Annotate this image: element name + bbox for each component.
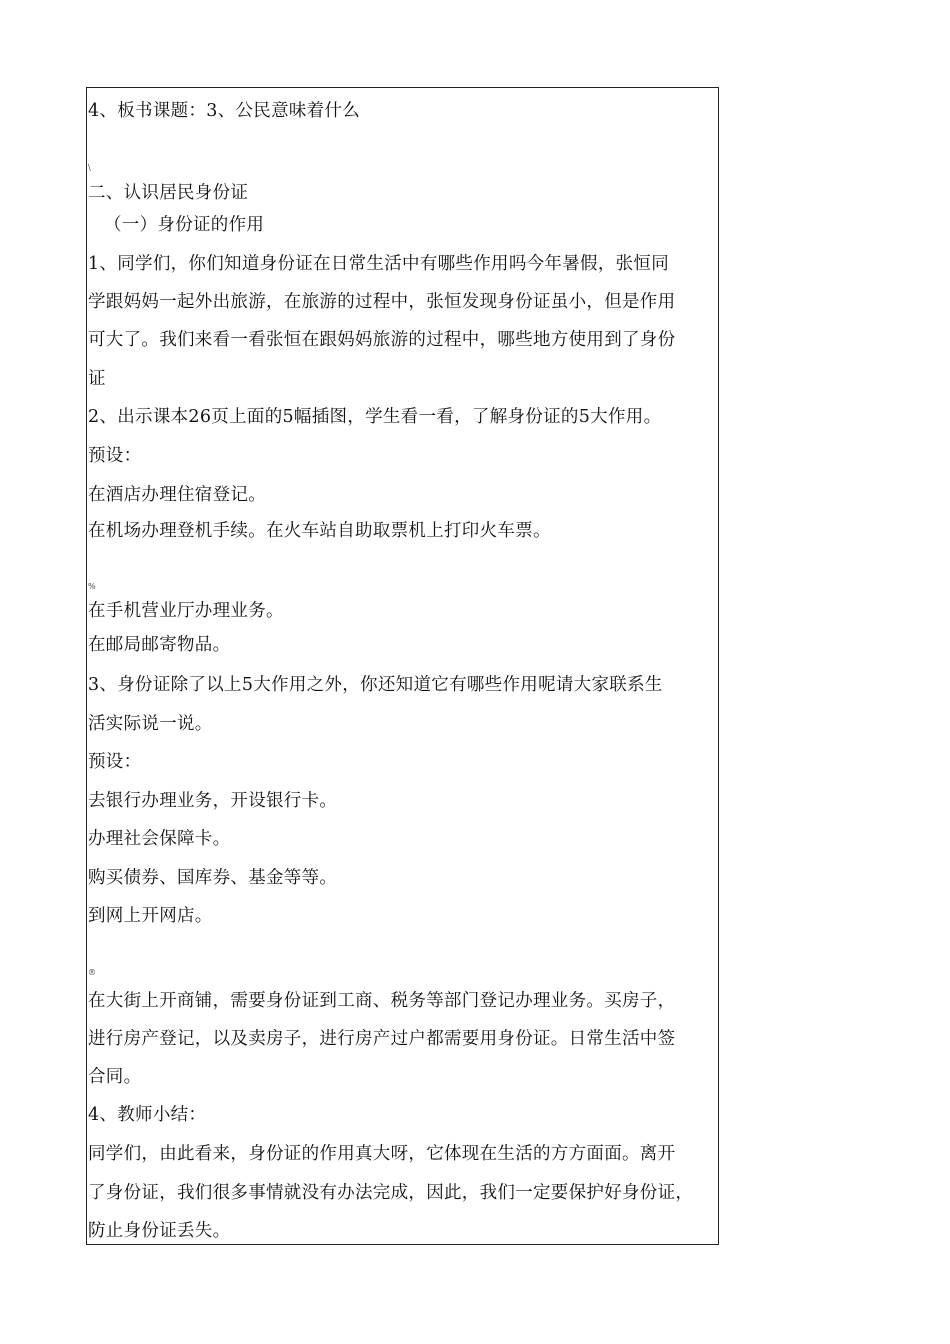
preset-label: 预设： bbox=[88, 752, 142, 772]
stray-mark: % bbox=[88, 582, 96, 591]
heading-topic: 4、板书课题：3、公民意味着什么 bbox=[88, 101, 361, 121]
paragraph-line: 进行房产登记，以及卖房子，进行房产过户都需要用身份证。日常生活中签 bbox=[88, 1029, 676, 1049]
paragraph-line: 了身份证，我们很多事情就没有办法完成，因此，我们一定要保护好身份证， bbox=[88, 1183, 694, 1203]
paragraph-line: 同学们，由此看来，身份证的作用真大呀，它体现在生活的方方面面。离开 bbox=[88, 1144, 676, 1164]
subsection-heading: （一）身份证的作用 bbox=[104, 215, 265, 235]
paragraph-line: 合同。 bbox=[88, 1067, 142, 1087]
list-item: 在邮局邮寄物品。 bbox=[88, 635, 231, 655]
summary-heading: 4、教师小结： bbox=[88, 1105, 207, 1125]
paragraph-line: 学跟妈妈一起外出旅游，在旅游的过程中，张恒发现身份证虽小，但是作用 bbox=[88, 292, 676, 312]
paragraph-line: 活实际说一说。 bbox=[88, 714, 213, 734]
list-item: 办理社会保障卡。 bbox=[88, 829, 231, 849]
stray-mark: \ bbox=[88, 163, 91, 172]
list-item: 在手机营业厅办理业务。 bbox=[88, 601, 284, 621]
stray-mark: ® bbox=[88, 968, 96, 977]
paragraph-line: 3、身份证除了以上5大作用之外，你还知道它有哪些作用呢请大家联系生 bbox=[88, 675, 663, 695]
list-item: 去银行办理业务，开设银行卡。 bbox=[88, 791, 338, 811]
paragraph-line: 1、同学们，你们知道身份证在日常生活中有哪些作用吗今年暑假，张恒同 bbox=[88, 254, 670, 274]
paragraph-line: 在大街上开商铺，需要身份证到工商、税务等部门登记办理业务。买房子， bbox=[88, 991, 676, 1011]
list-item: 在机场办理登机手续。在火车站自助取票机上打印火车票。 bbox=[88, 521, 551, 541]
paragraph-line: 防止身份证丢失。 bbox=[88, 1221, 231, 1241]
list-item: 购买债券、国库券、基金等等。 bbox=[88, 868, 338, 888]
list-item: 在酒店办理住宿登记。 bbox=[88, 485, 266, 505]
section-heading: 二、认识居民身份证 bbox=[88, 183, 249, 203]
paragraph-line: 证 bbox=[88, 369, 106, 389]
paragraph-line: 可大了。我们来看一看张恒在跟妈妈旅游的过程中，哪些地方使用到了身份 bbox=[88, 330, 676, 350]
paragraph-line: 2、出示课本26页上面的5幅插图，学生看一看，了解身份证的5大作用。 bbox=[88, 407, 662, 427]
list-item: 到网上开网店。 bbox=[88, 906, 213, 926]
preset-label: 预设： bbox=[88, 446, 142, 466]
